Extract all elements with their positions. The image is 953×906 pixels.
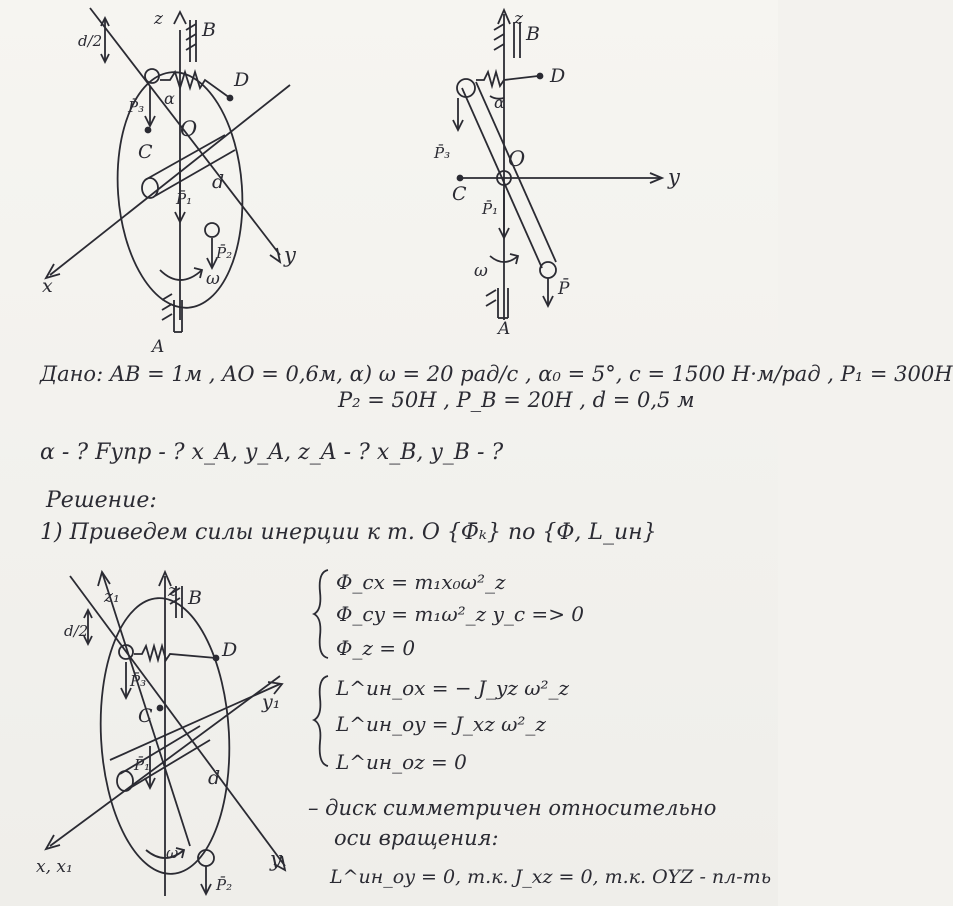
brace-2 [312, 674, 332, 768]
fig2-O-label: O [508, 147, 526, 171]
eq-phi-cy: Φ_cy = m₁ω²_z y_c => 0 [336, 602, 585, 626]
fig1-z-label: z [154, 9, 163, 29]
fig2-y-label: y [668, 165, 680, 189]
fig1-alpha-label: α [164, 89, 175, 108]
fig1-x-label: x [42, 275, 53, 297]
step-1-text: 1) Приведем силы инерции к т. O {Φ̄ₖ} по {Φ, L_ин} [40, 520, 657, 545]
fig3-B-label: B [188, 587, 202, 609]
given-line-2: P₂ = 50Н , P_B = 20Н , d = 0,5 м [338, 388, 695, 412]
fig1-D-label: D [234, 69, 250, 91]
fig1-d-label: d [212, 171, 225, 193]
fig3-C-label: C [138, 705, 153, 727]
fig3-z-label: z [168, 581, 177, 601]
fig1-P1-label: P̄₁ [176, 190, 193, 208]
fig2-B-label: B [526, 23, 540, 45]
note-line-3: L^ин_oy = 0, т.к. J_xz = 0, т.к. OYZ - пл-ть [330, 866, 772, 888]
fig3-x-label: x, x₁ [36, 857, 73, 877]
eq-phi-z: Φ_z = 0 [336, 636, 416, 660]
solution-title: Решение: [46, 488, 157, 513]
fig3-y1-label: y₁ [262, 691, 281, 713]
figure-1-disk-diagram [30, 0, 330, 360]
fig3-d-label: d [208, 767, 221, 789]
eq-l-oy: L^ин_oy = J_xz ω²_z [336, 712, 546, 736]
fig3-y-label: y [270, 847, 282, 871]
fig1-y-label: y [284, 243, 296, 267]
fig1-C-label: C [138, 141, 153, 163]
fig2-P-label: P̄ [558, 279, 570, 299]
eq-phi-cx: Φ_cx = m₁x₀ω²_z [336, 570, 506, 594]
fig3-P3-label: P̄₃ [130, 672, 147, 690]
fig1-d2-label: d/2 [78, 32, 103, 50]
fig2-z-label: z [514, 9, 523, 29]
fig1-B-label: B [202, 19, 216, 41]
fig1-omega-label: ω [206, 269, 220, 289]
given-line-1: Дано: AB = 1м , AO = 0,6м, α) ω = 20 рад/с , α₀ = 5°, c = 1500 Н·м/рад , P₁ = 300Н [40, 362, 953, 386]
fig2-C-label: C [452, 183, 467, 205]
fig3-omega-label: ω [166, 844, 179, 862]
fig3-D-label: D [222, 639, 238, 661]
fig1-P2-label: P̄₂ [216, 244, 233, 262]
fig1-A-label: A [152, 337, 165, 357]
eq-l-ox: L^ин_ox = − J_yz ω²_z [336, 676, 570, 700]
fig2-P1-label: P̄₁ [482, 200, 499, 218]
fig3-z1-label: z₁ [104, 587, 120, 607]
fig3-P2-label: P̄₂ [216, 876, 233, 894]
unknowns-line: α - ? Fупр - ? x_A, y_A, z_A - ? x_B, y_B - ? [40, 440, 504, 465]
fig3-P1-label: P̄₁ [134, 756, 151, 774]
fig2-D-label: D [550, 65, 566, 87]
fig2-A-label: A [498, 319, 511, 339]
figure-3-rotated-axes [30, 566, 330, 906]
figure-2-side-view [420, 0, 720, 340]
fig1-P3-label: P̄₃ [128, 98, 145, 116]
fig2-omega-label: ω [474, 261, 488, 281]
brace-1 [312, 568, 332, 660]
note-line-1: – диск симметричен относительно [308, 796, 717, 820]
fig2-P3-label: P̄₃ [434, 144, 451, 162]
note-line-2: оси вращения: [334, 826, 499, 850]
fig3-d2-label: d/2 [64, 622, 89, 640]
fig2-alpha-label: α [494, 93, 505, 112]
eq-l-oz: L^ин_oz = 0 [336, 750, 467, 774]
fig1-O-label: O [180, 117, 198, 141]
